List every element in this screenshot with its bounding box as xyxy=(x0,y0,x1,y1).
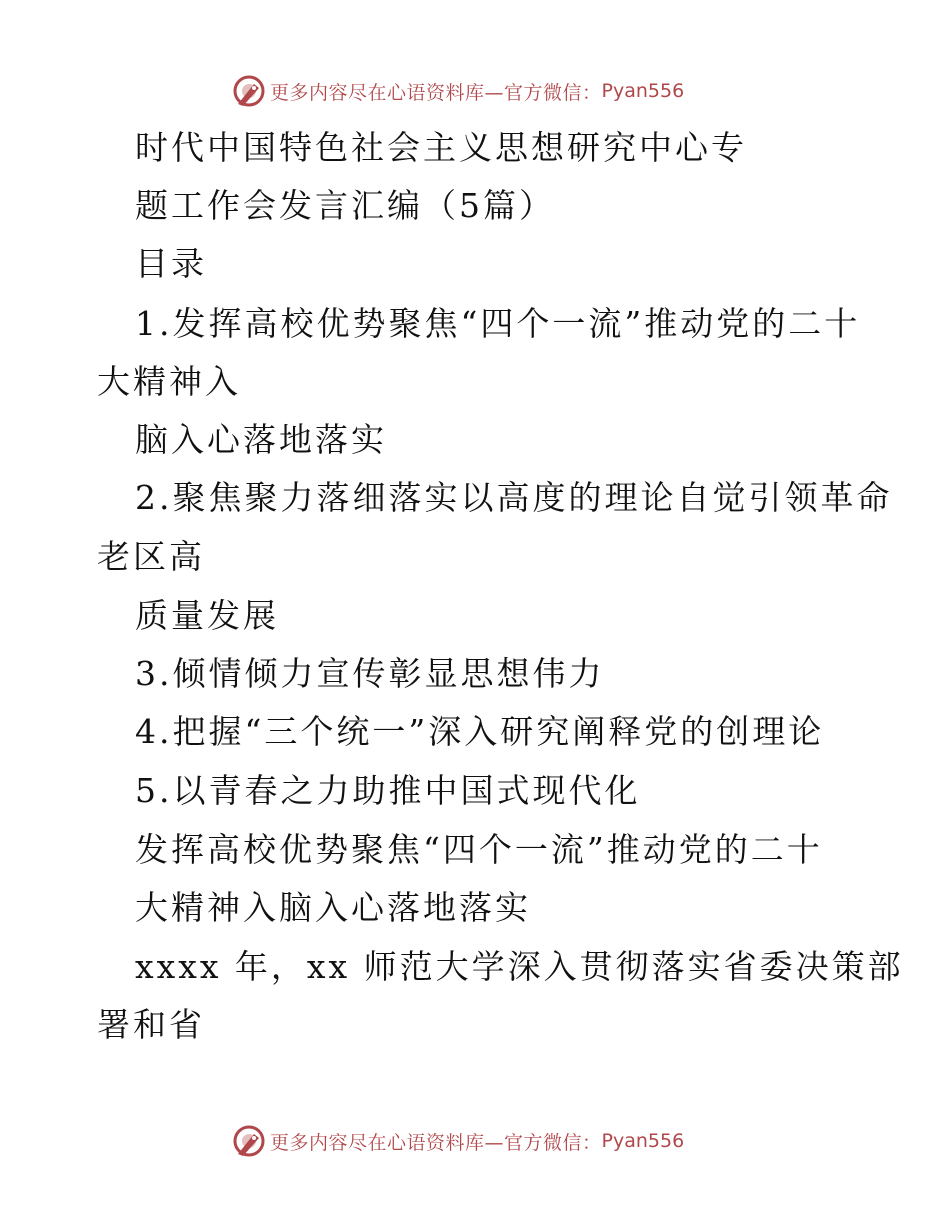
toc-item-1-line-3: 脑入心落地落实 xyxy=(135,420,387,459)
toc-item-1-line-1: 1.发挥高校优势聚焦“四个一流”推动党的二十 xyxy=(135,304,861,343)
toc-item-4: 4.把握“三个统一”深入研究阐释党的创理论 xyxy=(135,712,825,751)
toc-item-2-line-3: 质量发展 xyxy=(135,596,279,635)
watermark-handle: Pyan556 xyxy=(601,1130,685,1152)
watermark-footer xyxy=(232,1121,684,1161)
document-title-line-2: 题工作会发言汇编（5篇） xyxy=(135,186,555,225)
fountain-pen-logo-icon xyxy=(232,74,266,108)
section-title-line-2: 大精神入脑入心落地落实 xyxy=(135,888,531,927)
toc-item-2-line-1: 2.聚焦聚力落细落实以高度的理论自觉引领革命 xyxy=(135,478,893,517)
fountain-pen-logo-icon xyxy=(232,1124,266,1158)
toc-item-1-line-2: 大精神入 xyxy=(97,362,241,401)
body-paragraph-line-1: xxxx 年，xx 师范大学深入贯彻落实省委决策部 xyxy=(135,947,904,986)
toc-heading: 目录 xyxy=(135,244,207,283)
watermark-text: 更多内容尽在心语资料库—官方微信： xyxy=(270,81,602,104)
section-title-line-1: 发挥高校优势聚焦“四个一流”推动党的二十 xyxy=(135,830,823,869)
document-title-line-1: 时代中国特色社会主义思想研究中心专 xyxy=(135,128,747,167)
watermark-text: 更多内容尽在心语资料库—官方微信： xyxy=(270,1131,602,1154)
toc-item-3: 3.倾情倾力宣传彰显思想伟力 xyxy=(135,654,605,693)
watermark-handle: Pyan556 xyxy=(601,80,685,102)
watermark-header xyxy=(232,71,684,111)
body-paragraph-line-2: 署和省 xyxy=(97,1005,205,1044)
toc-item-2-line-2: 老区高 xyxy=(97,537,205,576)
toc-item-5: 5.以青春之力助推中国式现代化 xyxy=(135,771,641,810)
